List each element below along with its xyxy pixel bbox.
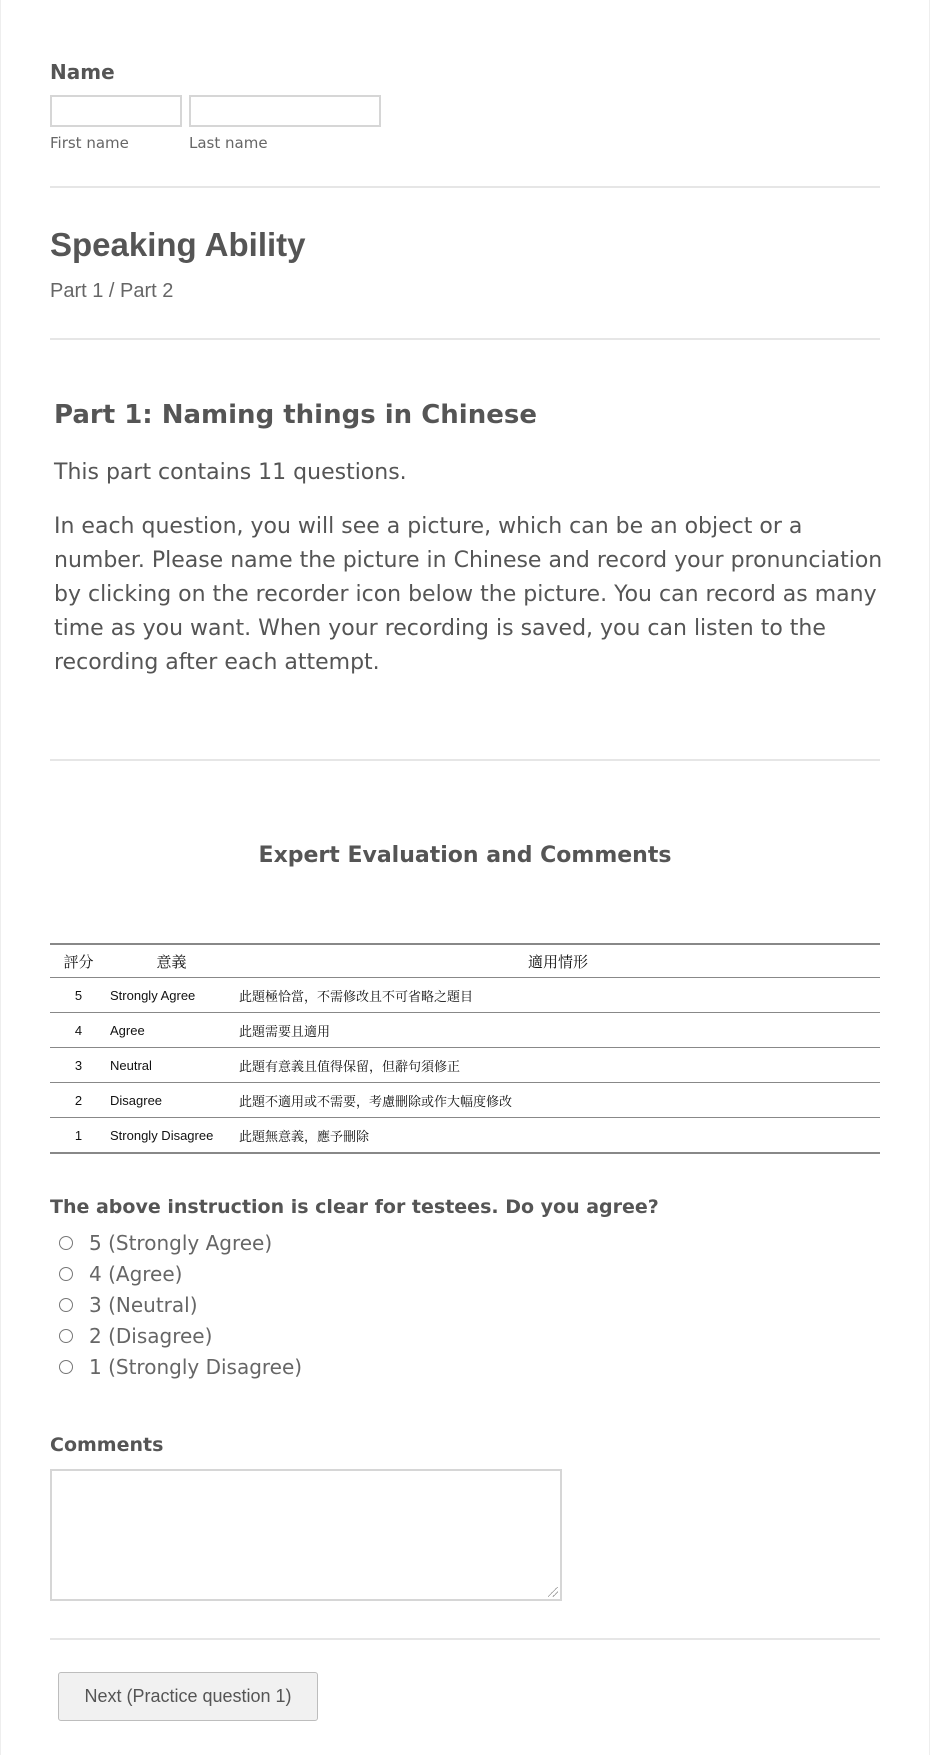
divider — [50, 186, 880, 188]
radio-label[interactable]: 5 (Strongly Agree) — [89, 1231, 273, 1255]
part1-instructions-text: In each question, you will see a picture, which can be an object or a number. Please name the picture in Chinese and record your pronunciation by clicking on the recorder icon below the picture. You can record as many time as you want. When your recording is saved, you can listen to the recording after each attempt. — [54, 514, 883, 675]
usage-cell: 此題需要且適用 — [236, 1013, 880, 1048]
radio-button[interactable] — [59, 1267, 73, 1281]
score-cell: 2 — [50, 1083, 107, 1118]
score-cell: 5 — [50, 978, 107, 1013]
comments-label: Comments — [50, 1434, 164, 1456]
name-label: Name — [50, 60, 115, 84]
radio-option-1[interactable] — [59, 1353, 302, 1381]
radio-option-2[interactable] — [59, 1322, 212, 1350]
meaning-cell: Strongly Disagree — [107, 1118, 236, 1154]
table-row — [50, 1013, 880, 1048]
radio-button[interactable] — [59, 1329, 73, 1343]
table-header-row — [50, 944, 880, 978]
first-name-sublabel: First name — [50, 134, 129, 152]
radio-option-4[interactable] — [59, 1260, 182, 1288]
table-row — [50, 1083, 880, 1118]
part1-intro-text: This part contains 11 questions. — [54, 460, 407, 485]
next-button[interactable]: Next (Practice question 1) — [58, 1672, 318, 1721]
usage-cell: 此題極恰當，不需修改且不可省略之題目 — [236, 978, 880, 1013]
meaning-cell: Disagree — [107, 1083, 236, 1118]
column-header-meaning: 意義 — [107, 944, 236, 978]
radio-button[interactable] — [59, 1236, 73, 1250]
usage-cell: 此題無意義，應予刪除 — [236, 1118, 880, 1154]
table-row — [50, 1048, 880, 1083]
radio-button[interactable] — [59, 1298, 73, 1312]
meaning-cell: Agree — [107, 1013, 236, 1048]
resize-grip-icon[interactable] — [548, 1587, 558, 1597]
radio-label[interactable]: 4 (Agree) — [89, 1262, 183, 1286]
divider — [50, 759, 880, 761]
radio-label[interactable]: 3 (Neutral) — [89, 1293, 198, 1317]
part1-heading: Part 1: Naming things in Chinese — [54, 400, 537, 430]
usage-cell: 此題不適用或不需要，考慮刪除或作大幅度修改 — [236, 1083, 880, 1118]
radio-label[interactable]: 2 (Disagree) — [89, 1324, 213, 1348]
usage-cell: 此題有意義且值得保留，但辭句須修正 — [236, 1048, 880, 1083]
first-name-input[interactable] — [50, 95, 182, 127]
meaning-cell: Strongly Agree — [107, 978, 236, 1013]
score-cell: 3 — [50, 1048, 107, 1083]
radio-option-3[interactable] — [59, 1291, 198, 1319]
score-cell: 1 — [50, 1118, 107, 1154]
table-row — [50, 1118, 880, 1154]
score-cell: 4 — [50, 1013, 107, 1048]
radio-button[interactable] — [59, 1360, 73, 1374]
page-title: Speaking Ability — [50, 226, 306, 263]
column-header-score: 評分 — [50, 944, 107, 978]
rating-scale-table — [50, 943, 880, 1154]
table-row — [50, 978, 880, 1013]
page-subtitle: Part 1 / Part 2 — [50, 280, 174, 302]
question-text: The above instruction is clear for testees. Do you agree? — [50, 1196, 659, 1218]
divider — [50, 338, 880, 340]
radio-label[interactable]: 1 (Strongly Disagree) — [89, 1355, 303, 1379]
frame-left-border — [0, 0, 1, 1755]
divider — [50, 1638, 880, 1640]
meaning-cell: Neutral — [107, 1048, 236, 1083]
radio-option-5[interactable] — [59, 1229, 272, 1257]
last-name-input[interactable] — [189, 95, 381, 127]
evaluation-heading: Expert Evaluation and Comments — [258, 843, 672, 868]
column-header-usage: 適用情形 — [236, 944, 880, 978]
last-name-sublabel: Last name — [189, 134, 268, 152]
comments-textarea[interactable] — [50, 1469, 562, 1601]
